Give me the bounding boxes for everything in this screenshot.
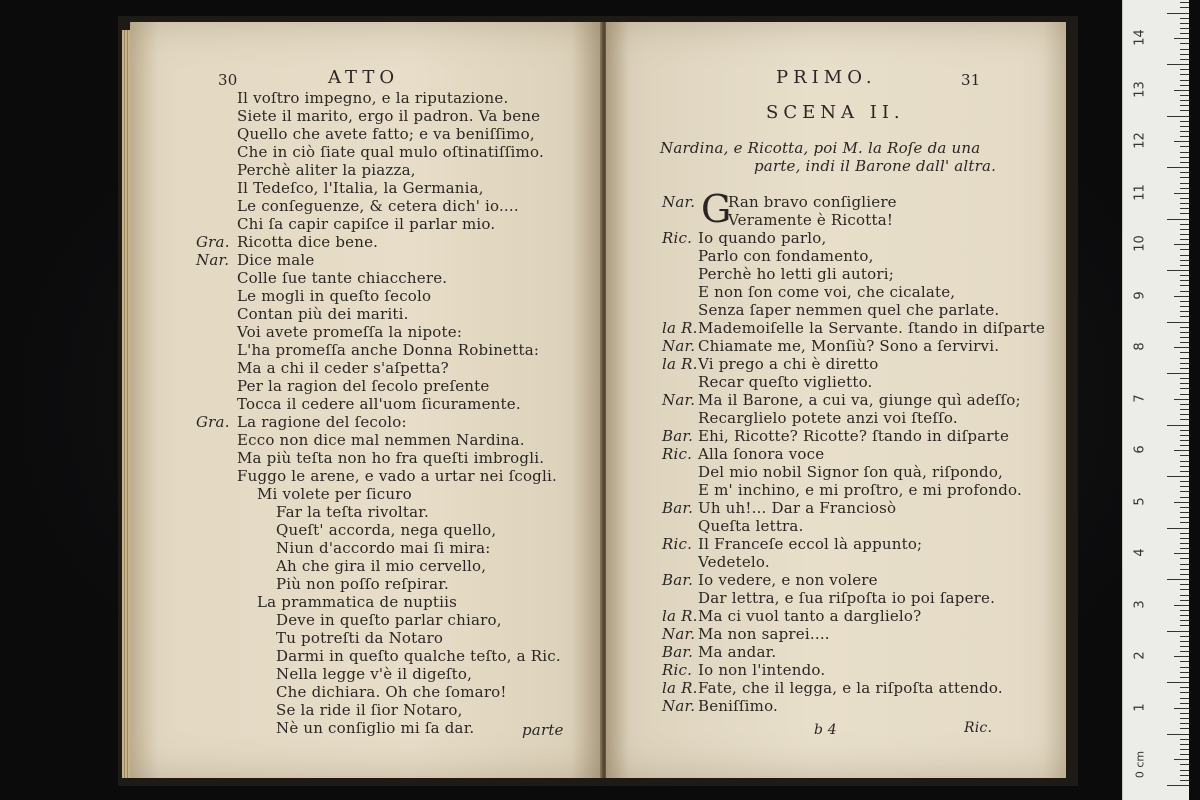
verse-line: Quello che avete fatto; e va beniſſimo, — [237, 125, 535, 143]
speaker-label: Nar. — [196, 251, 230, 269]
ruler-tick — [1180, 636, 1189, 637]
ruler-label: 1 — [1132, 703, 1148, 712]
ruler-tick — [1180, 280, 1189, 281]
verse-line: Mademoiſelle la Servante. ſtando in diſparte — [698, 319, 1046, 337]
verse-line: Ma il Barone, a cui va, giunge quì adeſſo; — [698, 391, 1021, 409]
ruler-tick — [1180, 394, 1189, 395]
verse-line: Recar queſto viglietto. — [698, 373, 873, 391]
ruler-tick — [1180, 49, 1189, 50]
verse-line: Che dichiara. Oh che ſomaro! — [276, 683, 507, 701]
ruler-tick — [1180, 136, 1189, 137]
verse-line: Nè un conſiglio mi ſa dar. — [276, 719, 475, 737]
verse-line: Colle ſue tante chiacchere. — [237, 269, 448, 287]
speaker-label: la R. — [662, 319, 698, 337]
ruler-tick — [1167, 373, 1189, 374]
ruler-tick — [1167, 219, 1189, 220]
verse-line: Ricotta dice bene. — [237, 233, 379, 251]
verse-line: La prammatica de nuptiis — [257, 593, 458, 611]
ruler-tick — [1180, 28, 1189, 29]
ruler-tick — [1174, 656, 1189, 657]
speaker-label: la R. — [662, 607, 698, 625]
verse-line: Fate, che il legga, e la riſpoſta attendo. — [698, 679, 1003, 697]
ruler-tick — [1180, 146, 1189, 147]
verse-line: Ma ci vuol tanto a darglielo? — [698, 607, 922, 625]
ruler-label: 4 — [1132, 548, 1148, 557]
ruler-tick — [1174, 193, 1189, 194]
ruler-tick — [1180, 533, 1189, 534]
ruler-tick — [1180, 522, 1189, 523]
drop-cap: G — [701, 187, 732, 231]
right-running-head: PRIMO. — [776, 67, 877, 88]
ruler-tick — [1180, 455, 1189, 456]
ruler-tick — [1180, 265, 1189, 266]
ruler-tick — [1167, 167, 1189, 168]
ruler-tick — [1174, 708, 1189, 709]
ruler-label: 6 — [1132, 445, 1148, 454]
ruler-tick — [1180, 610, 1189, 611]
ruler-tick — [1180, 7, 1189, 8]
stage-direction: parte — [522, 721, 564, 739]
ruler-tick — [1180, 332, 1189, 333]
ruler-tick — [1180, 234, 1189, 235]
ruler-tick — [1167, 322, 1189, 323]
ruler-tick — [1167, 476, 1189, 477]
ruler-tick — [1180, 59, 1189, 60]
verse-line: Ah che gira il mio cervello, — [276, 557, 487, 575]
ruler-tick — [1180, 749, 1189, 750]
ruler-tick — [1180, 764, 1189, 765]
ruler-tick — [1180, 152, 1189, 153]
verse-line: Per la ragion del ſecolo preſente — [237, 377, 490, 395]
ruler-tick — [1180, 126, 1189, 127]
speaker-label: Nar. — [662, 193, 696, 211]
ruler-tick — [1180, 703, 1189, 704]
verse-line: Io quando parlo, — [698, 229, 827, 247]
ruler-tick — [1180, 471, 1189, 472]
ruler-tick — [1180, 491, 1189, 492]
ruler-tick — [1180, 414, 1189, 415]
verse-line: Senza ſaper nemmen quel che parlate. — [698, 301, 1000, 319]
ruler-tick — [1180, 54, 1189, 55]
ruler-tick — [1180, 486, 1189, 487]
ruler-tick — [1180, 363, 1189, 364]
ruler-tick — [1180, 687, 1189, 688]
ruler-label: 8 — [1132, 342, 1148, 351]
ruler-tick — [1180, 625, 1189, 626]
speaker-label: Bar. — [662, 643, 694, 661]
ruler-tick — [1180, 388, 1189, 389]
speaker-label: Ric. — [662, 661, 693, 679]
ruler-tick — [1180, 358, 1189, 359]
ruler-tick — [1180, 445, 1189, 446]
verse-line: E m' inchino, e mi proſtro, e mi profondo. — [698, 481, 1022, 499]
ruler-tick — [1180, 698, 1189, 699]
verse-line: Deve in queſto parlar chiaro, — [276, 611, 502, 629]
verse-line: E non ſon come voi, che cicalate, — [698, 283, 956, 301]
ruler-tick — [1180, 198, 1189, 199]
ruler-tick — [1167, 13, 1189, 14]
ruler-tick — [1180, 419, 1189, 420]
verse-line: Nella legge v'è il digeſto, — [276, 665, 473, 683]
verse-line: Ehi, Ricotte? Ricotte? ſtando in diſparte — [698, 427, 1010, 445]
verse-line: Ma non saprei.... — [698, 625, 830, 643]
ruler-tick — [1180, 203, 1189, 204]
ruler-tick — [1180, 23, 1189, 24]
ruler-tick — [1180, 352, 1189, 353]
speaker-label: Nar. — [662, 337, 696, 355]
verse-line: Niun d'accordo mai ſi mira: — [276, 539, 491, 557]
ruler-tick — [1180, 172, 1189, 173]
verse-line: Perchè aliter la piazza, — [237, 161, 416, 179]
ruler-tick — [1180, 713, 1189, 714]
verse-line: Il voſtro impegno, e la riputazione. — [237, 89, 509, 107]
verse-line: Alla ſonora voce — [698, 445, 825, 463]
ruler-tick — [1180, 646, 1189, 647]
ruler-tick — [1180, 157, 1189, 158]
ruler-tick — [1180, 409, 1189, 410]
verse-line: Uh uh!... Dar a Franciosò — [698, 499, 897, 517]
ruler-tick — [1180, 723, 1189, 724]
speaker-label: Ric. — [662, 445, 693, 463]
verse-line: Vedetelo. — [698, 553, 770, 571]
scene-heading-line: parte, indi il Barone dall' altra. — [754, 157, 997, 175]
verse-line: Chi ſa capir capiſce il parlar mio. — [237, 215, 496, 233]
ruler-tick — [1180, 383, 1189, 384]
verse-line: Se la ride il ſior Notaro, — [276, 701, 463, 719]
verse-line: L'ha promeſſa anche Donna Robinetta: — [237, 341, 540, 359]
ruler-tick — [1180, 600, 1189, 601]
ruler-label: 7 — [1132, 394, 1148, 403]
ruler-tick — [1180, 620, 1189, 621]
ruler-tick — [1180, 661, 1189, 662]
ruler-tick — [1174, 141, 1189, 142]
ruler-tick — [1180, 301, 1189, 302]
ruler-tick — [1180, 615, 1189, 616]
ruler-tick — [1167, 425, 1189, 426]
speaker-label: Ric. — [662, 535, 693, 553]
ruler-tick — [1180, 105, 1189, 106]
ruler-tick — [1180, 672, 1189, 673]
ruler-tick — [1180, 69, 1189, 70]
verse-line: Perchè ho letti gli autori; — [698, 265, 894, 283]
ruler-tick — [1174, 296, 1189, 297]
ruler-tick — [1180, 667, 1189, 668]
ruler-tick — [1180, 543, 1189, 544]
verse-line: Del mio nobil Signor ſon quà, riſpondo, — [698, 463, 1004, 481]
left-running-head: ATTO — [328, 67, 400, 88]
ruler-tick — [1180, 183, 1189, 184]
ruler-tick — [1180, 162, 1189, 163]
ruler-label: 9 — [1132, 291, 1148, 300]
verse-line: Tu potreſti da Notaro — [276, 629, 444, 647]
right-page — [606, 22, 1066, 778]
ruler-tick — [1180, 85, 1189, 86]
ruler-tick — [1174, 38, 1189, 39]
ruler-tick — [1180, 641, 1189, 642]
ruler-tick — [1174, 450, 1189, 451]
verse-line: Le mogli in queſto ſecolo — [237, 287, 432, 305]
verse-line: Beniſſimo. — [698, 697, 779, 715]
ruler-tick — [1180, 327, 1189, 328]
verse-line: Ecco non dice mal nemmen Nardina. — [237, 431, 525, 449]
ruler-tick — [1180, 18, 1189, 19]
ruler-tick — [1180, 275, 1189, 276]
ruler-tick — [1180, 188, 1189, 189]
speaker-label: Gra. — [196, 233, 230, 251]
verse-line: Fuggo le arene, e vado a urtar nei ſcogli. — [237, 467, 557, 485]
ruler-tick — [1180, 285, 1189, 286]
verse-line: Ma andar. — [698, 643, 777, 661]
catchword: Ric. — [964, 720, 993, 736]
ruler-label: 13 — [1132, 81, 1148, 98]
ruler-tick — [1174, 553, 1189, 554]
ruler-tick — [1180, 378, 1189, 379]
scene-title: SCENA II. — [766, 102, 905, 123]
verse-line: Io non l'intendo. — [698, 661, 826, 679]
ruler-tick — [1180, 507, 1189, 508]
ruler-tick — [1180, 368, 1189, 369]
verse-line: Queſta lettra. — [698, 517, 804, 535]
verse-line: Le conſeguenze, & cetera dich' io.... — [237, 197, 519, 215]
ruler-tick — [1180, 651, 1189, 652]
left-page — [130, 22, 600, 778]
ruler-tick — [1180, 584, 1189, 585]
ruler-tick — [1180, 121, 1189, 122]
ruler-tick — [1180, 538, 1189, 539]
right-page-number: 31 — [961, 71, 981, 89]
ruler-tick — [1180, 481, 1189, 482]
verse-line: Il Tedeſco, l'Italia, la Germania, — [237, 179, 484, 197]
verse-line: Far la teſta rivoltar. — [276, 503, 429, 521]
left-page-number: 30 — [218, 71, 238, 89]
ruler-tick — [1174, 244, 1189, 245]
ruler-tick — [1180, 255, 1189, 256]
ruler-label: 2 — [1132, 651, 1148, 660]
measuring-ruler — [1122, 0, 1189, 800]
verse-line: Il Franceſe eccol là appunto; — [698, 535, 923, 553]
ruler-tick — [1180, 74, 1189, 75]
ruler-tick — [1180, 466, 1189, 467]
verse-line: Che in ciò ſiate qual mulo oſtinatiſſimo. — [237, 143, 544, 161]
ruler-tick — [1167, 64, 1189, 65]
scene-heading-line: Nardina, e Ricotta, poi M. la Roſe da una — [660, 139, 981, 157]
verse-line: Voi avete promeſſa la nipote: — [237, 323, 463, 341]
ruler-label: 10 — [1132, 235, 1148, 253]
ruler-tick — [1180, 131, 1189, 132]
ruler-tick — [1180, 558, 1189, 559]
ruler-tick — [1180, 316, 1189, 317]
ruler-tick — [1180, 80, 1189, 81]
ruler-tick — [1167, 116, 1189, 117]
verse-line: Contan più dei mariti. — [237, 305, 409, 323]
ruler-tick — [1174, 502, 1189, 503]
open-book — [118, 16, 1078, 786]
ruler-tick — [1167, 528, 1189, 529]
speaker-label: Gra. — [196, 413, 230, 431]
ruler-tick — [1180, 95, 1189, 96]
ruler-tick — [1180, 249, 1189, 250]
ruler-unit-label: 0 cm — [1133, 750, 1147, 779]
ruler-tick — [1180, 43, 1189, 44]
ruler-tick — [1180, 404, 1189, 405]
ruler-tick — [1180, 291, 1189, 292]
ruler-tick — [1180, 435, 1189, 436]
ruler-tick — [1180, 342, 1189, 343]
ruler-tick — [1180, 306, 1189, 307]
ruler-tick — [1180, 2, 1189, 3]
ruler-tick — [1180, 589, 1189, 590]
ruler-label: 5 — [1132, 497, 1148, 506]
ruler-tick — [1167, 785, 1189, 786]
ruler-tick — [1180, 728, 1189, 729]
ruler-label: 14 — [1132, 29, 1148, 47]
speaker-label: Nar. — [662, 625, 696, 643]
speaker-label: Nar. — [662, 697, 696, 715]
ruler-label: 3 — [1132, 600, 1148, 609]
ruler-tick — [1167, 270, 1189, 271]
ruler-tick — [1180, 260, 1189, 261]
ruler-tick — [1180, 33, 1189, 34]
signature-mark: b 4 — [814, 722, 837, 738]
ruler-tick — [1180, 461, 1189, 462]
verse-line: Siete il marito, ergo il padron. Va bene — [237, 107, 541, 125]
verse-line: Tocca il cedere all'uom ſicuramente. — [237, 395, 521, 413]
ruler-tick — [1180, 110, 1189, 111]
speaker-label: Bar. — [662, 571, 694, 589]
ruler-tick — [1180, 564, 1189, 565]
verse-line: Vi prego a chi è diretto — [698, 355, 879, 373]
verse-line: Chiamate me, Monſiù? Sono a ſervirvi. — [698, 337, 1000, 355]
ruler-tick — [1180, 229, 1189, 230]
ruler-tick — [1180, 775, 1189, 776]
ruler-tick — [1174, 759, 1189, 760]
ruler-tick — [1167, 631, 1189, 632]
ruler-label: 11 — [1132, 184, 1148, 201]
speaker-label: Bar. — [662, 427, 694, 445]
speaker-label: la R. — [662, 355, 698, 373]
speaker-label: Ric. — [662, 229, 693, 247]
verse-line: Recarglielo potete anzi voi ſteſſo. — [698, 409, 958, 427]
ruler-tick — [1174, 347, 1189, 348]
ruler-tick — [1180, 754, 1189, 755]
speaker-label: Bar. — [662, 499, 694, 517]
verse-line: Io vedere, e non volere — [698, 571, 878, 589]
verse-line: Ma più teſta non ho fra queſti imbrogli. — [237, 449, 545, 467]
ruler-tick — [1180, 780, 1189, 781]
ruler-tick — [1180, 213, 1189, 214]
verse-line: Queſt' accorda, nega quello, — [276, 521, 497, 539]
ruler-tick — [1180, 208, 1189, 209]
verse-line: La ragione del ſecolo: — [237, 413, 407, 431]
ruler-tick — [1180, 337, 1189, 338]
ruler-tick — [1174, 90, 1189, 91]
ruler-tick — [1180, 548, 1189, 549]
ruler-tick — [1180, 440, 1189, 441]
verse-line: Dice male — [237, 251, 315, 269]
speaker-label: la R. — [662, 679, 698, 697]
ruler-tick — [1174, 605, 1189, 606]
ruler-tick — [1174, 399, 1189, 400]
ruler-tick — [1180, 692, 1189, 693]
ruler-tick — [1180, 177, 1189, 178]
verse-line: Più non poſſo reſpirar. — [276, 575, 449, 593]
verse-line: Darmi in queſto qualche teſto, a Ric. — [276, 647, 561, 665]
ruler-tick — [1180, 430, 1189, 431]
verse-line: Ma a chi il ceder s'aſpetta? — [237, 359, 449, 377]
verse-line: Ran bravo conſigliere — [728, 193, 897, 211]
ruler-tick — [1180, 512, 1189, 513]
ruler-label: 12 — [1132, 132, 1148, 150]
verse-line: Dar lettra, e ſua riſpoſta io poi ſapere. — [698, 589, 996, 607]
ruler-tick — [1180, 739, 1189, 740]
ruler-tick — [1180, 770, 1189, 771]
speaker-label: Nar. — [662, 391, 696, 409]
ruler-tick — [1180, 744, 1189, 745]
ruler-tick — [1167, 682, 1189, 683]
ruler-tick — [1180, 497, 1189, 498]
ruler-tick — [1180, 677, 1189, 678]
ruler-tick — [1180, 574, 1189, 575]
verse-line: Mi volete per ſicuro — [257, 485, 412, 503]
verse-line: Parlo con fondamento, — [698, 247, 874, 265]
ruler-tick — [1180, 718, 1189, 719]
ruler-tick — [1180, 517, 1189, 518]
ruler-tick — [1180, 239, 1189, 240]
ruler-tick — [1180, 224, 1189, 225]
ruler-tick — [1180, 595, 1189, 596]
ruler-tick — [1167, 734, 1189, 735]
ruler-tick — [1180, 100, 1189, 101]
ruler-tick — [1167, 579, 1189, 580]
verse-line: Veramente è Ricotta! — [728, 211, 894, 229]
ruler-tick — [1180, 569, 1189, 570]
ruler-tick — [1180, 311, 1189, 312]
